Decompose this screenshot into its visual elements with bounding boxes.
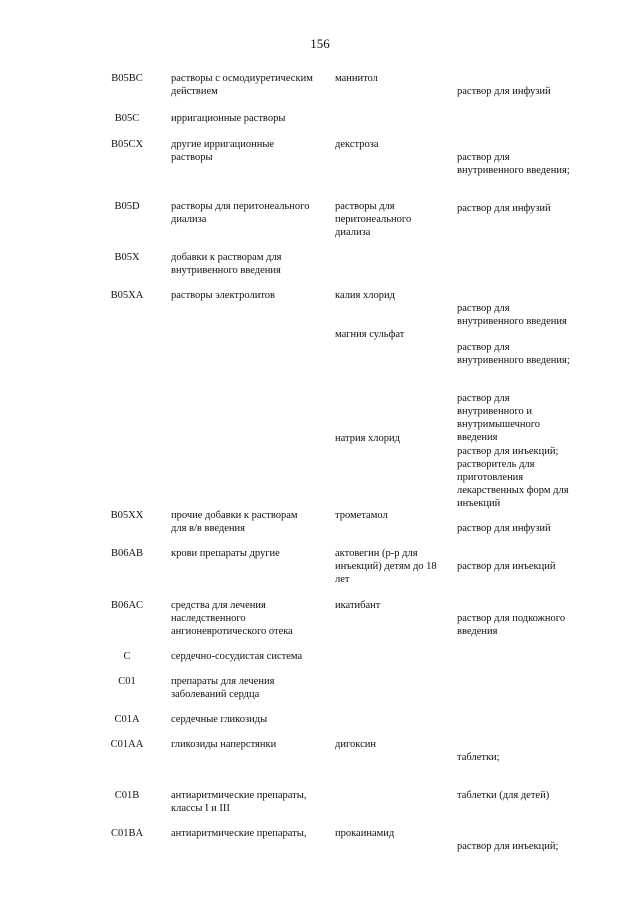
drug-name: калия хлорид bbox=[335, 290, 395, 301]
drug-name: натрия хлорид bbox=[335, 433, 400, 444]
drug-name: растворы для перитонеального диализа bbox=[335, 201, 412, 238]
atc-code: B05X bbox=[114, 252, 140, 263]
dosage-form: раствор для внутривенного и внутримышечного введения bbox=[457, 393, 541, 443]
pharmacological-group: антиаритмические препараты, bbox=[171, 828, 307, 839]
drug-name: прокаинамид bbox=[335, 828, 395, 839]
pharmacological-group: антиаритмические препараты, классы I и III bbox=[171, 790, 307, 814]
dosage-forms bbox=[457, 509, 597, 548]
drug-name: магния сульфат bbox=[335, 329, 405, 340]
pharmacological-group: растворы электролитов bbox=[171, 290, 276, 301]
dosage-forms bbox=[457, 738, 597, 815]
atc-code: B05D bbox=[114, 201, 140, 212]
dosage-form: раствор для внутривенного введения; bbox=[457, 342, 570, 366]
drug-name: дигоксин bbox=[335, 739, 376, 750]
table-row bbox=[0, 112, 640, 138]
table-row bbox=[0, 650, 640, 675]
dosage-form: раствор для инъекций bbox=[457, 561, 556, 572]
dosage-form: таблетки (для детей) bbox=[457, 790, 550, 801]
dosage-form: раствор для внутривенного введения; bbox=[457, 152, 570, 176]
drug-name: икатибант bbox=[335, 600, 381, 611]
dosage-form: раствор для подкожного введения bbox=[457, 613, 566, 637]
atc-code: B05XA bbox=[110, 290, 144, 301]
atc-code: C01A bbox=[114, 714, 140, 725]
pharmacological-group: средства для лечения наследственного ангионевротического отека bbox=[171, 600, 293, 637]
atc-code: C01AA bbox=[110, 739, 144, 750]
table-row bbox=[0, 251, 640, 289]
atc-code: B05XX bbox=[110, 510, 144, 521]
pharmacological-group: прочие добавки к растворам для в/в введения bbox=[171, 510, 298, 534]
atc-code: B05C bbox=[114, 113, 140, 124]
table-row bbox=[0, 72, 640, 112]
atc-code: B06AB bbox=[110, 548, 144, 559]
table-row bbox=[0, 289, 640, 328]
pharmacological-group: сердечно-сосудистая система bbox=[171, 651, 303, 662]
pharmacological-group: растворы для перитонеального диализа bbox=[171, 201, 310, 225]
pharmacological-group: крови препараты другие bbox=[171, 548, 280, 559]
pharmacological-group: добавки к растворам для внутривенного введения bbox=[171, 252, 282, 276]
drug-name: трометамол bbox=[335, 510, 388, 521]
pharmacological-group: растворы с осмодиуретическим действием bbox=[171, 73, 313, 97]
dosage-forms bbox=[457, 72, 597, 111]
dosage-forms bbox=[457, 138, 597, 228]
atc-code: C01BA bbox=[110, 828, 144, 839]
table-row bbox=[0, 675, 640, 713]
atc-code: C bbox=[123, 651, 131, 662]
drug-name: актовегин (р-р для инъекций) детям до 18 лет bbox=[335, 548, 437, 585]
table-row bbox=[0, 599, 640, 650]
table-row bbox=[0, 827, 640, 852]
dosage-form: таблетки; bbox=[457, 752, 500, 763]
drug-classification-table bbox=[0, 72, 640, 852]
drug-name: декстроза bbox=[335, 139, 379, 150]
page-number: 156 bbox=[310, 36, 330, 51]
atc-code: B06AC bbox=[110, 600, 144, 611]
atc-code: B05CX bbox=[110, 139, 144, 150]
table-row bbox=[0, 713, 640, 738]
atc-code: C01B bbox=[114, 790, 140, 801]
pharmacological-group: другие ирригационные растворы bbox=[171, 139, 275, 163]
dosage-form: раствор для инъекций; растворитель для приготовления лекарственных форм для инъекций bbox=[457, 446, 569, 509]
table-row bbox=[0, 432, 640, 509]
pharmacological-group: гликозиды наперстянки bbox=[171, 739, 277, 750]
dosage-form: раствор для инфузий bbox=[457, 523, 551, 534]
dosage-forms bbox=[457, 547, 597, 586]
dosage-form: раствор для внутривенного введения bbox=[457, 303, 567, 327]
dosage-forms bbox=[457, 599, 597, 651]
dosage-form: раствор для инфузий bbox=[457, 203, 551, 214]
table-row bbox=[0, 509, 640, 547]
dosage-form: раствор для инфузий bbox=[457, 86, 551, 97]
drug-name: маннитол bbox=[335, 73, 378, 84]
pharmacological-group: препараты для лечения заболеваний сердца bbox=[171, 676, 275, 700]
pharmacological-group: ирригационные растворы bbox=[171, 113, 286, 124]
atc-code: C01 bbox=[118, 676, 136, 687]
atc-code: B05BC bbox=[111, 73, 143, 84]
dosage-form: раствор для инъекций; bbox=[457, 841, 559, 852]
dosage-forms bbox=[457, 827, 597, 866]
pharmacological-group: сердечные гликозиды bbox=[171, 714, 268, 725]
table-row bbox=[0, 547, 640, 599]
